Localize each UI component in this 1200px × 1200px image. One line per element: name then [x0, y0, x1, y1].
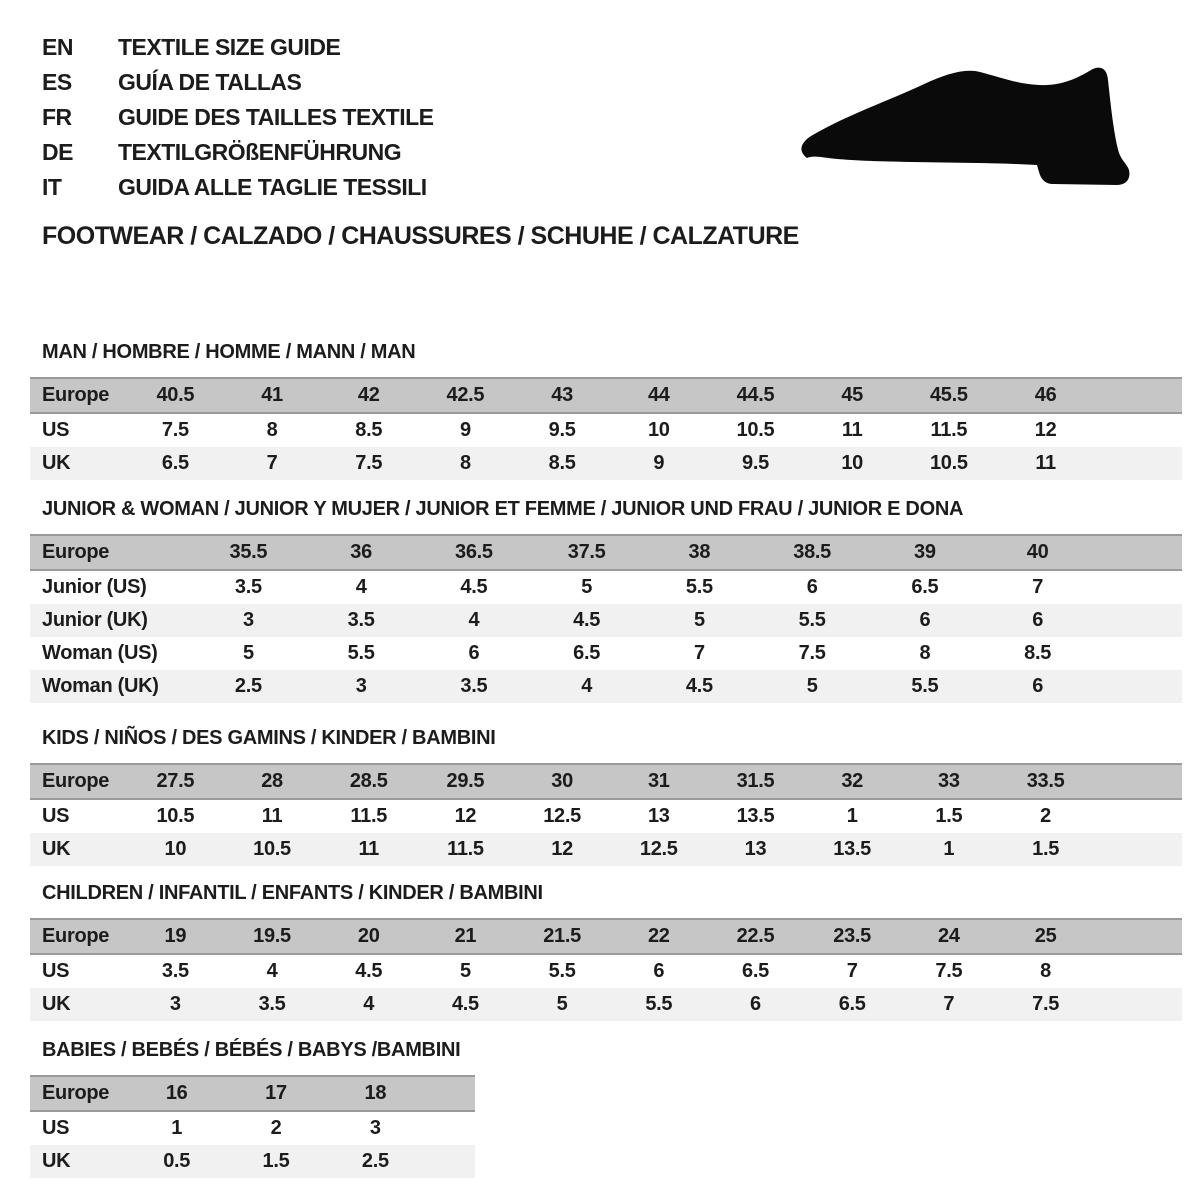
spacer-cell — [1094, 988, 1182, 1021]
size-cell: 38 — [643, 535, 756, 570]
size-cell: 10.5 — [224, 833, 321, 866]
size-cell: 2 — [270, 1117, 282, 1139]
size-cell: 7.5 — [798, 642, 826, 664]
size-cell: 42 — [320, 378, 417, 413]
size-cell: 6.5 — [742, 960, 769, 982]
table-row — [30, 833, 1182, 866]
spacer-cell — [1094, 378, 1182, 413]
size-cell: 19 — [127, 919, 224, 954]
size-cell: 12 — [1034, 419, 1057, 441]
size-cell: 45.5 — [901, 378, 998, 413]
size-cell: 7.5 — [320, 447, 417, 480]
size-cell: 7.5 — [161, 419, 189, 441]
size-cell: 19.5 — [224, 919, 321, 954]
size-cell: 13 — [707, 833, 804, 866]
size-cell: 10 — [647, 419, 670, 441]
size-cell: 8.5 — [1024, 642, 1052, 664]
size-cell: 5 — [581, 576, 593, 598]
size-cell: 24 — [901, 919, 998, 954]
spacer-cell — [425, 1076, 475, 1111]
section-kids — [30, 727, 1182, 866]
language-code: ES — [42, 69, 72, 95]
size-cell: 10.5 — [901, 447, 998, 480]
language-row — [42, 30, 434, 65]
section-man — [30, 341, 1182, 480]
size-cell: 5.5 — [756, 604, 869, 637]
size-cell: 36.5 — [418, 535, 531, 570]
table-row — [30, 1111, 475, 1145]
section-junior-woman — [30, 498, 1182, 703]
spacer-cell — [1094, 604, 1182, 637]
size-table-junior-woman — [30, 534, 1182, 703]
language-row — [42, 100, 434, 135]
category-title: FOOTWEAR / CALZADO / CHAUSSURES / SCHUHE / CALZATURE — [42, 222, 799, 250]
size-cell: 1.5 — [935, 805, 963, 827]
table-header-row — [30, 1076, 475, 1111]
size-cell: 20 — [320, 919, 417, 954]
size-cell: 12 — [514, 833, 611, 866]
size-cell: 4.5 — [643, 670, 756, 703]
table-row — [30, 988, 1182, 1021]
size-cell: 2.5 — [326, 1145, 425, 1178]
spacer-cell — [1094, 799, 1182, 833]
language-label: TEXTILGRÖßENFÜHRUNG — [118, 139, 402, 165]
size-cell: 6 — [806, 576, 818, 598]
table-row — [30, 570, 1182, 604]
size-cell: 3.5 — [234, 576, 262, 598]
size-cell: 11.5 — [417, 833, 514, 866]
section-children — [30, 882, 1182, 1021]
row-label-cell: Europe — [30, 1076, 127, 1111]
size-cell: 21 — [417, 919, 514, 954]
size-cell: 25 — [997, 919, 1094, 954]
size-cell: 4 — [418, 604, 531, 637]
size-cell: 6 — [981, 604, 1094, 637]
size-cell: 11 — [261, 805, 283, 827]
size-cell: 12.5 — [610, 833, 707, 866]
size-cell: 9 — [610, 447, 707, 480]
language-label: GUIDE DES TAILLES TEXTILE — [118, 104, 434, 130]
size-cell: 4.5 — [355, 960, 383, 982]
row-label-cell: UK — [30, 1145, 127, 1178]
size-cell: 43 — [514, 378, 611, 413]
size-cell: 10 — [804, 447, 901, 480]
size-cell: 31.5 — [707, 764, 804, 799]
table-row — [30, 447, 1182, 480]
size-cell: 4 — [530, 670, 643, 703]
size-cell: 10 — [127, 833, 224, 866]
size-cell: 16 — [127, 1076, 226, 1111]
size-cell: 11.5 — [350, 805, 388, 827]
size-cell: 22 — [610, 919, 707, 954]
size-cell: 11 — [997, 447, 1094, 480]
size-cell: 11 — [320, 833, 417, 866]
size-cell: 6 — [981, 670, 1094, 703]
size-cell: 12 — [454, 805, 477, 827]
row-label-cell: UK — [30, 447, 127, 480]
size-cell: 41 — [224, 378, 321, 413]
spacer-cell — [1094, 919, 1182, 954]
size-cell: 5 — [242, 642, 254, 664]
table-header-row — [30, 535, 1182, 570]
size-cell: 6.5 — [911, 576, 939, 598]
section-title: JUNIOR & WOMAN / JUNIOR Y MUJER / JUNIOR ET FEMME / JUNIOR UND FRAU / JUNIOR E DONA — [42, 498, 964, 520]
size-cell: 33 — [901, 764, 998, 799]
size-cell: 1 — [846, 805, 858, 827]
size-cell: 5.5 — [610, 988, 707, 1021]
size-cell: 4.5 — [417, 988, 514, 1021]
row-label-cell: Junior (UK) — [30, 604, 192, 637]
language-row — [42, 170, 434, 205]
size-cell: 7 — [693, 642, 705, 664]
table-row — [30, 670, 1182, 703]
size-cell: 5 — [756, 670, 869, 703]
size-cell: 28 — [224, 764, 321, 799]
spacer-cell — [1094, 570, 1182, 604]
spacer-cell — [425, 1145, 475, 1178]
size-cell: 44 — [610, 378, 707, 413]
size-cell: 9.5 — [707, 447, 804, 480]
size-cell: 3.5 — [418, 670, 531, 703]
size-cell: 2 — [1040, 805, 1051, 827]
table-header-row — [30, 764, 1182, 799]
size-cell: 40 — [981, 535, 1094, 570]
size-cell: 12.5 — [543, 805, 581, 827]
language-label: TEXTILE SIZE GUIDE — [118, 34, 341, 60]
size-cell: 8.5 — [355, 419, 383, 441]
size-cell: 21.5 — [514, 919, 611, 954]
size-cell: 30 — [514, 764, 611, 799]
size-cell: 35.5 — [192, 535, 305, 570]
language-row — [42, 135, 434, 170]
size-cell: 4.5 — [460, 576, 488, 598]
size-cell: 7.5 — [997, 988, 1094, 1021]
language-code: IT — [42, 174, 62, 200]
row-label-cell: Europe — [30, 919, 127, 954]
size-cell: 39 — [869, 535, 982, 570]
size-cell: 7.5 — [935, 960, 963, 982]
size-cell: 5 — [514, 988, 611, 1021]
size-cell: 10.5 — [156, 805, 195, 827]
table-header-row — [30, 919, 1182, 954]
size-cell: 36 — [305, 535, 418, 570]
size-cell: 22.5 — [707, 919, 804, 954]
size-cell: 6 — [869, 604, 982, 637]
row-label-cell: Junior (US) — [42, 576, 147, 598]
size-cell: 9 — [459, 419, 471, 441]
section-title: CHILDREN / INFANTIL / ENFANTS / KINDER / BAMBINI — [42, 882, 543, 904]
size-cell: 3 — [305, 670, 418, 703]
size-cell: 11 — [841, 419, 863, 441]
size-cell: 13.5 — [804, 833, 901, 866]
size-cell: 37.5 — [530, 535, 643, 570]
row-label-cell: Europe — [30, 764, 127, 799]
size-cell: 2.5 — [192, 670, 305, 703]
size-cell: 6.5 — [804, 988, 901, 1021]
size-cell: 38.5 — [756, 535, 869, 570]
language-code: EN — [42, 34, 73, 60]
size-cell: 1 — [901, 833, 998, 866]
section-title: BABIES / BEBÉS / BÉBÉS / BABYS /BAMBINI — [42, 1039, 461, 1061]
spacer-cell — [425, 1111, 475, 1145]
spacer-cell — [1094, 447, 1182, 480]
size-cell: 1 — [171, 1117, 183, 1139]
row-label-cell: US — [42, 960, 70, 982]
row-label-cell: Woman (US) — [42, 642, 158, 664]
size-cell: 5 — [459, 960, 471, 982]
spacer-cell — [1094, 764, 1182, 799]
size-table-children — [30, 918, 1182, 1021]
size-cell: 3.5 — [305, 604, 418, 637]
language-label: GUIDA ALLE TAGLIE TESSILI — [118, 174, 427, 200]
row-label-cell: Woman (UK) — [30, 670, 192, 703]
section-title: KIDS / NIÑOS / DES GAMINS / KINDER / BAMBINI — [42, 727, 496, 749]
row-label-cell: US — [42, 419, 70, 441]
row-label-cell: Europe — [30, 378, 127, 413]
size-cell: 3.5 — [161, 960, 189, 982]
size-cell: 3 — [192, 604, 305, 637]
size-cell: 10.5 — [736, 419, 775, 441]
size-cell: 17 — [226, 1076, 325, 1111]
size-cell: 4 — [355, 576, 367, 598]
table-row — [30, 604, 1182, 637]
size-cell: 46 — [997, 378, 1094, 413]
size-cell: 11.5 — [930, 419, 968, 441]
size-cell: 4 — [266, 960, 278, 982]
size-cell: 33.5 — [997, 764, 1094, 799]
row-label-cell: UK — [30, 988, 127, 1021]
size-cell: 9.5 — [548, 419, 576, 441]
row-label-cell: UK — [30, 833, 127, 866]
size-cell: 27.5 — [127, 764, 224, 799]
size-cell: 6 — [468, 642, 480, 664]
size-cell: 28.5 — [320, 764, 417, 799]
table-header-row — [30, 378, 1182, 413]
language-row — [42, 65, 434, 100]
size-cell: 1.5 — [226, 1145, 325, 1178]
size-cell: 6 — [653, 960, 665, 982]
size-cell: 40.5 — [127, 378, 224, 413]
size-cell: 3 — [369, 1117, 381, 1139]
size-cell: 8 — [266, 419, 278, 441]
size-cell: 0.5 — [127, 1145, 226, 1178]
table-row — [30, 413, 1182, 447]
language-code: FR — [42, 104, 72, 130]
size-cell: 13 — [647, 805, 670, 827]
size-cell: 4 — [320, 988, 417, 1021]
size-cell: 5.5 — [685, 576, 713, 598]
size-cell: 4.5 — [530, 604, 643, 637]
size-cell: 1.5 — [997, 833, 1094, 866]
size-cell: 5.5 — [347, 642, 375, 664]
size-cell: 45 — [804, 378, 901, 413]
size-cell: 5.5 — [548, 960, 576, 982]
size-cell: 42.5 — [417, 378, 514, 413]
size-cell: 6.5 — [127, 447, 224, 480]
section-title: MAN / HOMBRE / HOMME / MANN / MAN — [42, 341, 416, 363]
spacer-cell — [1094, 670, 1182, 703]
spacer-cell — [1094, 413, 1182, 447]
size-cell: 7 — [1032, 576, 1044, 598]
language-list — [42, 30, 434, 205]
spacer-cell — [1094, 954, 1182, 988]
size-table-kids — [30, 763, 1182, 866]
size-cell: 8.5 — [514, 447, 611, 480]
spacer-cell — [1094, 535, 1182, 570]
size-cell: 6.5 — [573, 642, 601, 664]
size-cell: 5.5 — [869, 670, 982, 703]
size-cell: 3.5 — [224, 988, 321, 1021]
size-cell: 18 — [326, 1076, 425, 1111]
size-cell: 8 — [919, 642, 931, 664]
language-label: GUÍA DE TALLAS — [118, 69, 302, 95]
size-cell: 7 — [224, 447, 321, 480]
table-row — [30, 954, 1182, 988]
section-babies — [30, 1039, 1182, 1178]
table-row — [30, 1145, 475, 1178]
size-cell: 29.5 — [417, 764, 514, 799]
size-cell: 32 — [804, 764, 901, 799]
size-cell: 44.5 — [707, 378, 804, 413]
size-cell: 7 — [901, 988, 998, 1021]
table-row — [30, 799, 1182, 833]
size-cell: 31 — [610, 764, 707, 799]
table-row — [30, 637, 1182, 670]
spacer-cell — [1094, 637, 1182, 670]
size-cell: 8 — [417, 447, 514, 480]
dress-shoe-icon — [795, 58, 1145, 188]
size-cell: 5 — [643, 604, 756, 637]
size-cell: 7 — [846, 960, 858, 982]
row-label-cell: Europe — [30, 535, 192, 570]
row-label-cell: US — [42, 1117, 70, 1139]
size-table-babies — [30, 1075, 475, 1178]
size-cell: 6 — [707, 988, 804, 1021]
size-cell: 3 — [127, 988, 224, 1021]
row-label-cell: US — [42, 805, 70, 827]
spacer-cell — [1094, 833, 1182, 866]
size-cell: 8 — [1040, 960, 1051, 982]
language-code: DE — [42, 139, 73, 165]
size-cell: 13.5 — [736, 805, 775, 827]
size-table-man — [30, 377, 1182, 480]
size-cell: 23.5 — [804, 919, 901, 954]
